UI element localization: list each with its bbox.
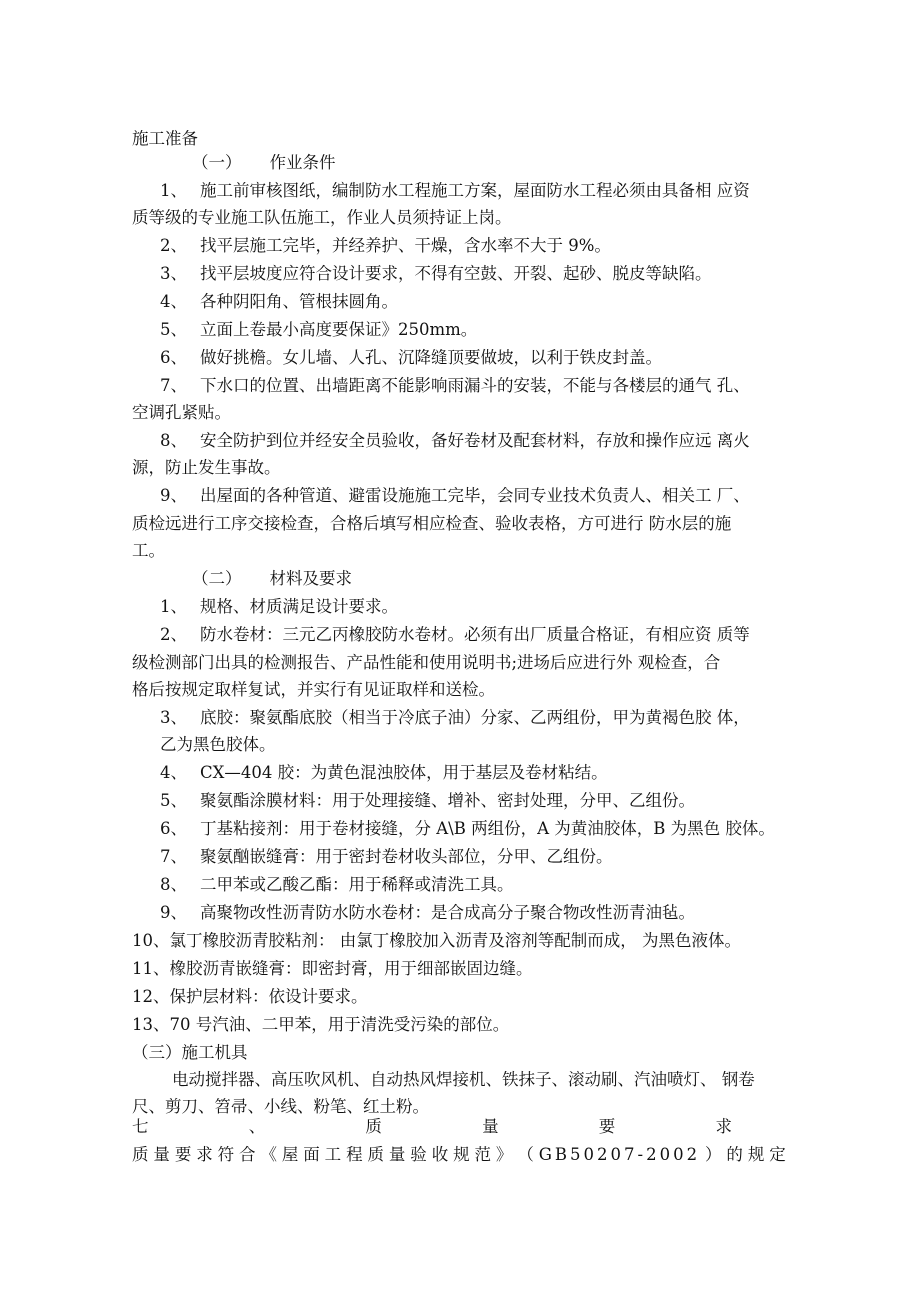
list-item xyxy=(160,347,662,369)
item-number: 13、 xyxy=(132,1015,170,1034)
item-text-continued: 质检远进行工序交接检查，合格后填写相应检查、验收表格，方可进行 防水层的施 xyxy=(132,514,732,533)
item-number: 7、 xyxy=(160,847,187,866)
item-number: 8、 xyxy=(160,431,187,450)
item-text: 下水口的位置、出墙距离不能影响雨漏斗的安装，不能与各楼层的通气 孔、 xyxy=(200,376,750,395)
quality-char: 面 xyxy=(303,1145,320,1164)
item-number: 4、 xyxy=(160,292,187,311)
item-number: 5、 xyxy=(160,791,187,810)
quality-char: 量 xyxy=(388,1145,406,1164)
quality-char: 的 xyxy=(726,1145,743,1164)
quality-char: 要 xyxy=(174,1145,192,1164)
section-heading-tools: （三）施工机具 xyxy=(132,1043,248,1062)
item-text: 施工前审核图纸，编制防水工程施工方案，屋面防水工程必须由具备相 应资 xyxy=(200,181,750,200)
list-item xyxy=(160,790,695,812)
list-item xyxy=(160,319,477,341)
section-number: （一） xyxy=(192,153,242,172)
item-text: 找平层坡度应符合设计要求，不得有空鼓、开裂、起砂、脱皮等缺陷。 xyxy=(200,264,712,283)
item-text: 丁基粘接剂：用于卷材接缝，分 A\B 两组份，A 为黄油胶体，B 为黑色 胶体。 xyxy=(200,819,775,838)
item-text-continued: 级检测部门出具的检测报告、产品性能和使用说明书;进场后应进行外 观检查，合 xyxy=(132,653,721,672)
quality-char: 屋 xyxy=(281,1145,299,1164)
heading-char: 要 xyxy=(598,1117,616,1136)
list-item xyxy=(160,485,750,507)
section-heading-conditions xyxy=(192,152,336,174)
item-number: 6、 xyxy=(160,348,187,367)
item-text: 立面上卷最小高度要保证》250mm。 xyxy=(200,320,478,339)
list-item xyxy=(160,430,750,452)
item-number: 2、 xyxy=(160,625,187,644)
quality-char: 质 xyxy=(132,1145,149,1164)
item-number: 8、 xyxy=(160,875,187,894)
quality-char: 程 xyxy=(346,1145,363,1164)
item-number: 4、 xyxy=(160,763,187,782)
list-item xyxy=(160,624,750,646)
item-number: 7、 xyxy=(160,376,187,395)
item-text: 找平层施工完毕，并经养护、干燥，含水率不大于 9%。 xyxy=(200,236,611,255)
quality-text xyxy=(132,1144,786,1166)
list-item xyxy=(132,930,741,952)
list-item xyxy=(132,958,533,980)
item-text-continued: 乙为黑色胶体。 xyxy=(160,735,276,754)
item-text: 二甲苯或乙酸乙酯：用于稀释或清洗工具。 xyxy=(200,875,514,894)
item-text: 70 号汽油、二甲苯，用于清洗受污染的部位。 xyxy=(169,1015,510,1034)
quality-char: 收 xyxy=(431,1145,449,1164)
tools-text-continued: 尺、剪刀、笤帚、小线、粉笔、红土粉。 xyxy=(132,1097,429,1116)
quality-char: ） xyxy=(705,1145,722,1164)
item-text: 氯丁橡胶沥青胶粘剂： 由氯丁橡胶加入沥青及溶剂等配制而成， 为黑色液体。 xyxy=(169,931,741,950)
quality-char: 工 xyxy=(324,1145,342,1164)
quality-char: 范 xyxy=(474,1145,491,1164)
list-item xyxy=(160,596,398,618)
list-item xyxy=(160,235,611,257)
item-text: 聚氨酯涂膜材料：用于处理接缝、增补、密封处理，分甲、乙组份。 xyxy=(200,791,695,810)
quality-char: 》 xyxy=(495,1145,513,1164)
item-number: 3、 xyxy=(160,708,187,727)
heading-char: 七 xyxy=(132,1117,149,1136)
item-number: 6、 xyxy=(160,819,187,838)
section-title: 作业条件 xyxy=(269,153,336,172)
list-item xyxy=(160,846,613,868)
item-number: 3、 xyxy=(160,264,187,283)
item-number: 1、 xyxy=(160,597,187,616)
item-text-continued: 工。 xyxy=(132,541,165,560)
doc-title: 施工准备 xyxy=(132,129,198,148)
quality-char: （ xyxy=(517,1145,534,1164)
heading-char: 质 xyxy=(365,1117,382,1136)
section-title: 材料及要求 xyxy=(269,569,352,588)
item-number: 12、 xyxy=(132,987,170,1006)
item-text-continued: 源，防止发生事故。 xyxy=(132,458,281,477)
quality-char: 量 xyxy=(153,1145,170,1164)
item-text: 高聚物改性沥青防水防水卷材：是合成高分子聚合物改性沥青油毡。 xyxy=(200,903,695,922)
section-number: （二） xyxy=(192,569,242,588)
item-text-continued: 空调孔紧贴。 xyxy=(132,403,231,422)
item-text: 防水卷材：三元乙丙橡胶防水卷材。必须有出厂质量合格证，有相应资 质等 xyxy=(200,625,750,644)
item-text: 出屋面的各种管道、避雷设施施工完毕，会同专业技术负责人、相关工 厂、 xyxy=(200,486,750,505)
item-number: 1、 xyxy=(160,181,187,200)
quality-char: 质 xyxy=(367,1145,384,1164)
item-text-continued: 质等级的专业施工队伍施工，作业人员须持证上岗。 xyxy=(132,208,512,227)
quality-char: 定 xyxy=(769,1145,786,1164)
item-text: 保护层材料：依设计要求。 xyxy=(169,987,368,1006)
quality-char: 符 xyxy=(217,1145,235,1164)
item-text: 聚氨酗嵌缝膏：用于密封卷材收头部位，分甲、乙组份。 xyxy=(200,847,613,866)
list-item xyxy=(160,874,514,896)
item-text: 各种阴阳角、管根抹圆角。 xyxy=(200,292,398,311)
heading-char: 求 xyxy=(715,1117,732,1136)
item-text: 做好挑檐。女儿墙、人孔、沉降缝顶要做坡，以利于铁皮封盖。 xyxy=(200,348,662,367)
item-number: 11、 xyxy=(132,959,170,978)
quality-char: 合 xyxy=(239,1145,256,1164)
standard-code: GB50207-2002 xyxy=(538,1145,701,1164)
quality-heading xyxy=(132,1116,732,1138)
section-heading-materials xyxy=(192,568,352,590)
item-text: 底胶：聚氨酯底胶（相当于冷底子油）分家、乙两组份，甲为黄褐色胶 体， xyxy=(200,708,750,727)
quality-char: 《 xyxy=(260,1145,277,1164)
item-number: 5、 xyxy=(160,320,187,339)
item-text-continued: 格后按规定取样复试，并实行有见证取样和送检。 xyxy=(132,680,495,699)
quality-char: 规 xyxy=(747,1145,765,1164)
quality-char: 规 xyxy=(453,1145,470,1164)
list-item xyxy=(160,762,608,784)
list-item xyxy=(132,1014,509,1036)
heading-char: 、 xyxy=(248,1117,266,1136)
list-item xyxy=(160,707,750,729)
list-item xyxy=(160,902,695,924)
item-number: 9、 xyxy=(160,486,187,505)
item-text: 安全防护到位并经安全员验收，备好卷材及配套材料，存放和操作应远 离火 xyxy=(200,431,750,450)
list-item xyxy=(160,818,775,840)
tools-text: 电动搅拌器、高压吹风机、自动热风焊接机、铁抹子、滚动刷、汽油喷灯、 钢卷 xyxy=(172,1070,755,1089)
heading-char: 量 xyxy=(482,1117,499,1136)
item-number: 2、 xyxy=(160,236,187,255)
item-number: 9、 xyxy=(160,903,187,922)
list-item xyxy=(160,291,398,313)
item-number: 10、 xyxy=(132,931,170,950)
quality-char: 求 xyxy=(196,1145,213,1164)
list-item xyxy=(160,180,750,202)
list-item xyxy=(160,263,712,285)
item-text: 规格、材质满足设计要求。 xyxy=(200,597,398,616)
quality-char: 验 xyxy=(410,1145,427,1164)
item-text: 橡胶沥青嵌缝膏：即密封膏，用于细部嵌固边缝。 xyxy=(169,959,533,978)
list-item xyxy=(132,986,368,1008)
list-item xyxy=(160,375,750,397)
item-text: CX—404 胶：为黄色混浊胶体，用于基层及卷材粘结。 xyxy=(200,763,608,782)
